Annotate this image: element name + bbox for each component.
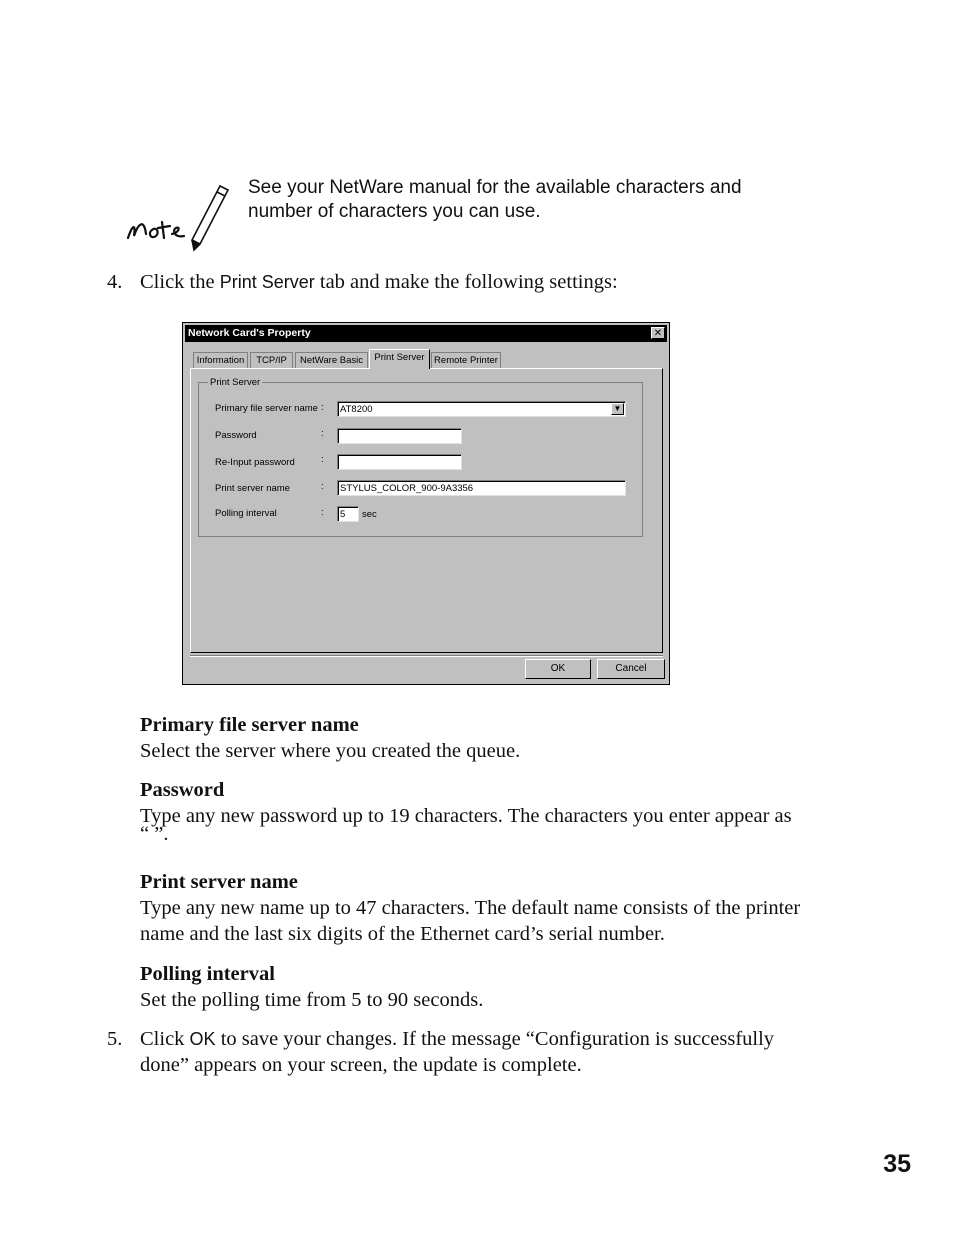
definition-print-server-name: Print server name Type any new name up to 47 characters. The default name consists of the printer name and the last six digits of the Ethernet card’s serial number.	[140, 871, 801, 945]
chevron-down-icon[interactable]: ▼	[611, 403, 624, 415]
dialog-title: Network Card's Property	[188, 327, 311, 339]
tab-information[interactable]: Information	[193, 352, 248, 368]
primary-file-server-label: Primary file server name	[215, 403, 318, 414]
divider	[190, 655, 663, 657]
tab-print-server[interactable]: Print Server	[369, 349, 430, 369]
step-4: 4. Click the Print Server tab and make the following settings:	[107, 271, 618, 293]
print-server-name-label: Print server name	[215, 483, 290, 494]
primary-file-server-select[interactable]	[337, 401, 626, 417]
definition-password: Password Type any new password up to 19 characters. The characters you enter appear as “ ”.	[140, 779, 792, 845]
colon: :	[321, 454, 324, 465]
print-server-name-input[interactable]: STYLUS_COLOR_900-9A3356	[337, 480, 626, 496]
reinput-password-input[interactable]	[337, 454, 462, 470]
reinput-password-label: Re-Input password	[215, 457, 295, 468]
colon: :	[321, 402, 324, 413]
step-5: 5. Click OK to save your changes. If the message “Configuration is successfully done” appears on your screen, the update is complete.	[107, 1028, 775, 1076]
page-number: 35	[883, 1150, 911, 1178]
ok-button[interactable]: OK	[525, 659, 591, 679]
polling-interval-input[interactable]: 5	[337, 506, 359, 522]
password-label: Password	[215, 430, 257, 441]
tab-netware-basic[interactable]: NetWare Basic	[295, 352, 368, 368]
polling-unit: sec	[362, 509, 377, 520]
colon: :	[321, 481, 324, 492]
definition-primary-file-server: Primary file server name Select the server where you created the queue.	[140, 714, 521, 762]
group-label: Print Server	[210, 377, 261, 388]
close-icon[interactable]: ✕	[651, 327, 665, 339]
network-card-property-dialog	[182, 322, 670, 685]
polling-interval-label: Polling interval	[215, 508, 277, 519]
password-input[interactable]	[337, 428, 462, 444]
colon: :	[321, 507, 324, 518]
note-pencil-icon	[122, 178, 232, 252]
definition-polling-interval: Polling interval Set the polling time from 5 to 90 seconds.	[140, 963, 484, 1011]
colon: :	[321, 428, 324, 439]
note-text: See your NetWare manual for the available characters and number of characters you can use.	[248, 177, 742, 222]
tab-tcpip[interactable]: TCP/IP	[250, 352, 293, 368]
ui-term-ok: OK	[189, 1029, 216, 1049]
primary-file-server-value: AT8200	[340, 404, 373, 415]
ui-term-print-server: Print Server	[219, 272, 315, 292]
tab-remote-printer[interactable]: Remote Printer	[431, 352, 501, 368]
cancel-button[interactable]: Cancel	[597, 659, 665, 679]
dialog-titlebar	[185, 325, 667, 342]
